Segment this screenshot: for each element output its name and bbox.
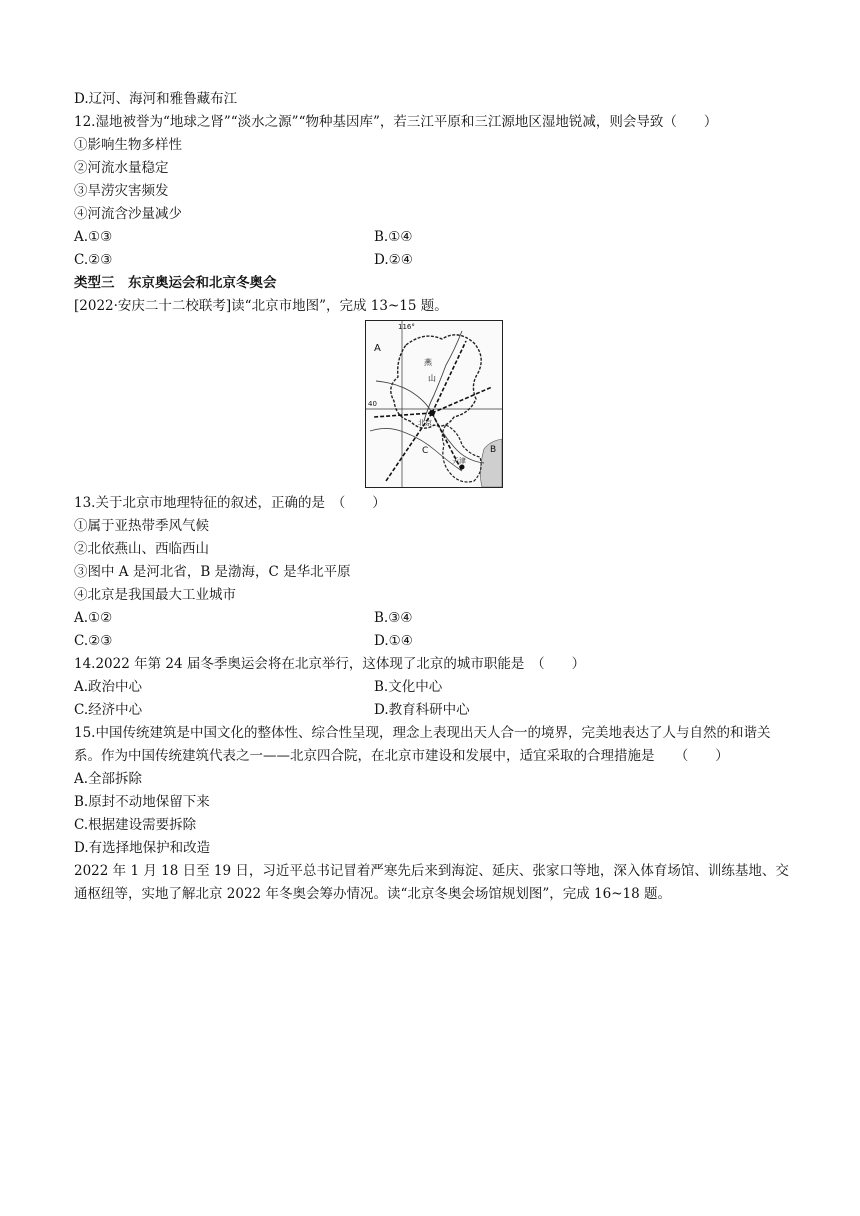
q15-stem: 15.中国传统建筑是中国文化的整体性、综合性呈现，理念上表现出天人合一的境界，完美地表达了人与自然的和谐关系。作为中国传统建筑代表之一——北京四合院，在北京市建设和发展中，适宜采取的合理措施是 （ ） xyxy=(74,725,771,764)
passage-text: 2022 年 1 月 18 日至 19 日，习近平总书记冒着严寒先后来到海淀、延庆、张家口等地，深入体育场馆、训练基地、交通枢纽等，实地了解北京 2022 年冬奥会筹办情况。读“北京冬奥会场馆规划图”，完成 16~18 题。 xyxy=(74,863,789,902)
q13-option-d[interactable]: D.①④ xyxy=(374,633,413,649)
label-b: B xyxy=(490,445,497,455)
q13-options-row xyxy=(74,630,794,653)
section-title: 类型三 东京奥运会和北京冬奥会 xyxy=(74,275,277,291)
beijing-map-drawing xyxy=(366,321,502,487)
q12-option-b[interactable]: B.①④ xyxy=(374,229,413,245)
tianjin-marker xyxy=(460,465,465,470)
q12-item: ①影响生物多样性 xyxy=(74,137,182,153)
latitude-label: 40 xyxy=(368,400,377,408)
q15-option-d[interactable]: D.有选择地保护和改造 xyxy=(74,840,211,856)
beijing-marker xyxy=(429,410,435,416)
q13-stem: 13.关于北京市地理特征的叙述，正确的是 （ ） xyxy=(74,495,386,511)
longitude-label: 116° xyxy=(398,323,415,331)
q12-options-row xyxy=(74,249,794,272)
section-intro: [2022·安庆二十二校联考]读“北京市地图”，完成 13~15 题。 xyxy=(74,298,448,314)
q15-option-b[interactable]: B.原封不动地保留下来 xyxy=(74,794,210,810)
q12-option-a[interactable]: A.①③ xyxy=(74,229,113,245)
q12-item: ④河流含沙量减少 xyxy=(74,206,182,222)
label-c: C xyxy=(422,446,429,456)
q14-option-c[interactable]: C.经济中心 xyxy=(74,702,143,718)
q14-option-a[interactable]: A.政治中心 xyxy=(74,679,143,695)
q13-option-b[interactable]: B.③④ xyxy=(374,610,413,626)
label-a: A xyxy=(374,343,381,354)
tianjin-boundary xyxy=(442,425,481,482)
q12-stem: 12.湿地被誉为“地球之肾”“淡水之源”“物种基因库”，若三江平原和三江源地区湿地锐减，则会导致（ ） xyxy=(74,114,718,130)
q12-item: ③旱涝灾害频发 xyxy=(74,183,169,199)
q14-options-row xyxy=(74,699,794,722)
beijing-label: 北京 xyxy=(418,419,432,427)
tianjin-label: 天津 xyxy=(452,457,466,465)
q15-option-a[interactable]: A.全部拆除 xyxy=(74,771,143,787)
beijing-map xyxy=(365,320,503,488)
q12-options-row xyxy=(74,226,794,249)
q14-option-b[interactable]: B.文化中心 xyxy=(374,679,443,695)
q13-options-row xyxy=(74,607,794,630)
q11-option-d: D.辽河、海河和雅鲁藏布江 xyxy=(74,91,238,107)
q14-options-row xyxy=(74,676,794,699)
q13-item: ④北京是我国最大工业城市 xyxy=(74,587,236,603)
railway-line xyxy=(432,341,466,413)
q13-item: ①属于亚热带季风气候 xyxy=(74,518,209,534)
shan-label: 山 xyxy=(428,374,436,383)
railway-line xyxy=(374,413,432,417)
beijing-map-figure xyxy=(74,320,794,488)
q12-item: ②河流水量稳定 xyxy=(74,160,169,176)
q12-option-d[interactable]: D.②④ xyxy=(374,252,413,268)
q14-stem: 14.2022 年第 24 届冬季奥运会将在北京举行，这体现了北京的城市职能是 （ ） xyxy=(74,656,586,672)
q14-option-d[interactable]: D.教育科研中心 xyxy=(374,702,470,718)
q13-item: ③图中 A 是河北省，B 是渤海，C 是华北平原 xyxy=(74,564,351,580)
q13-option-c[interactable]: C.②③ xyxy=(74,633,113,649)
q13-item: ②北依燕山、西临西山 xyxy=(74,541,209,557)
exam-page xyxy=(74,88,794,906)
q12-option-c[interactable]: C.②③ xyxy=(74,252,113,268)
river-line xyxy=(370,428,462,471)
q13-option-a[interactable]: A.①② xyxy=(74,610,113,626)
yan-label: 燕 xyxy=(424,358,432,367)
q15-option-c[interactable]: C.根据建设需要拆除 xyxy=(74,817,197,833)
